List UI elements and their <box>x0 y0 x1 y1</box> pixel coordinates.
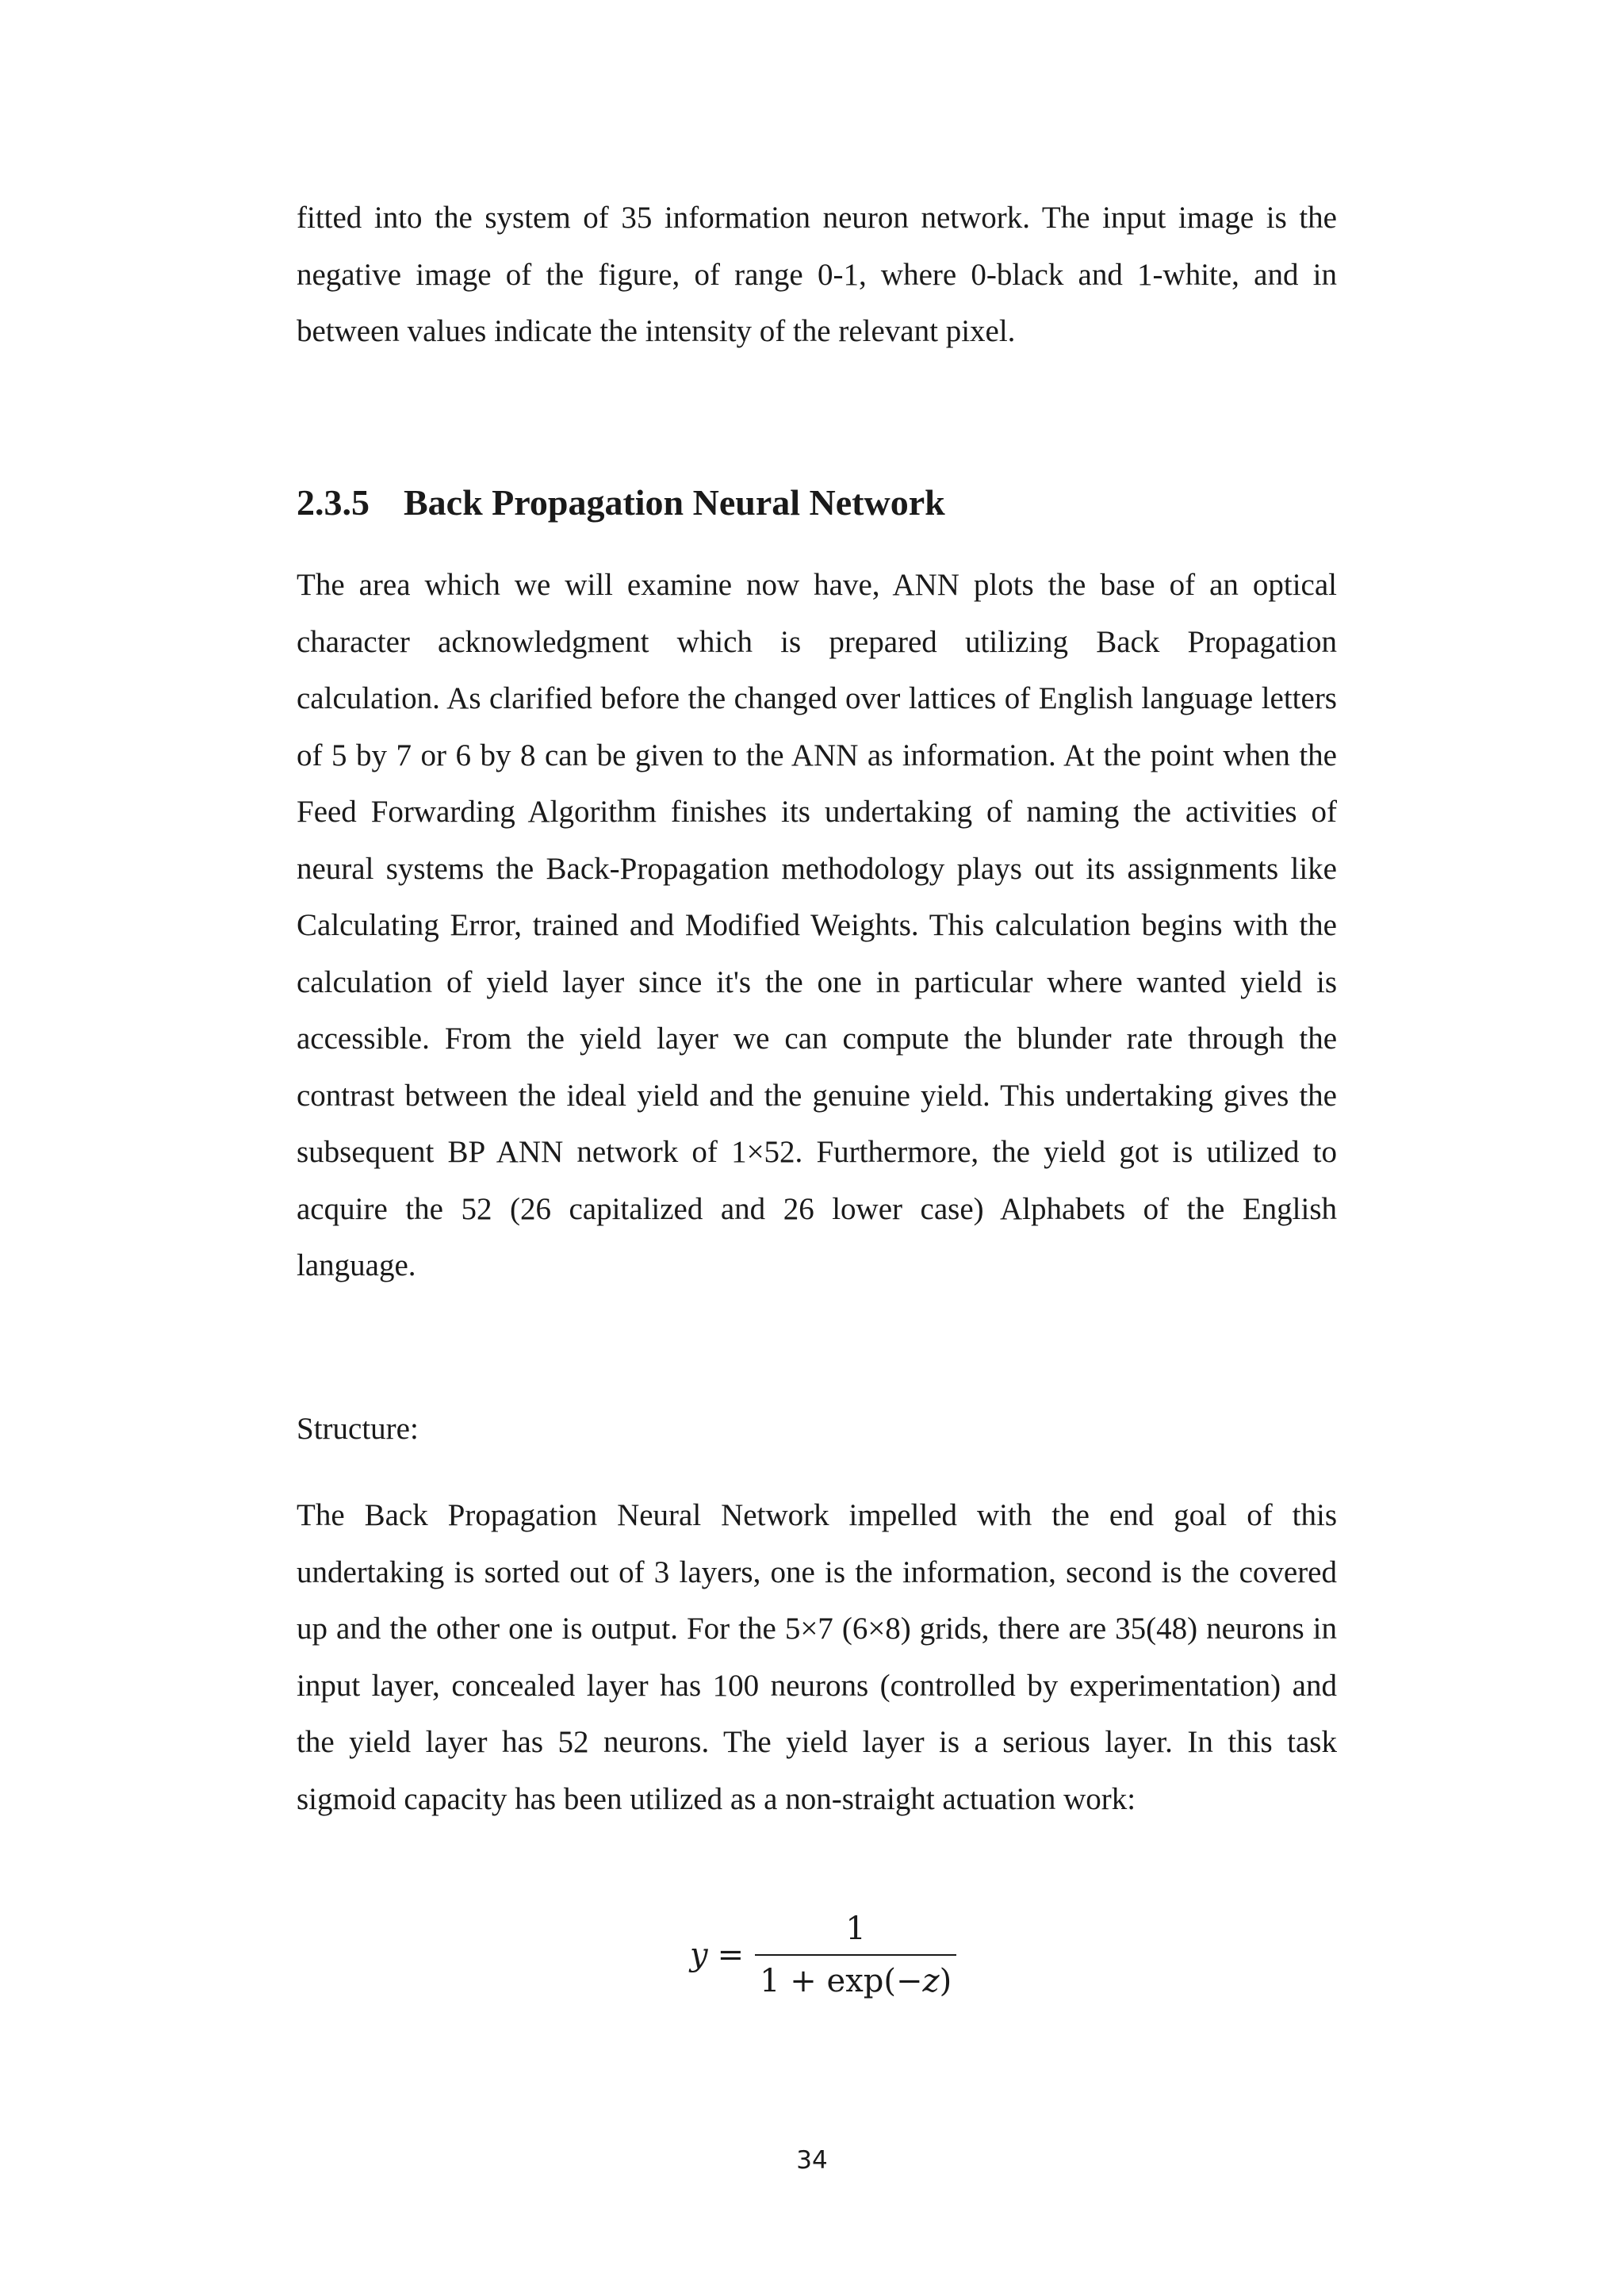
denominator-minus: − <box>895 1963 923 1999</box>
denominator-open-paren: ( <box>883 1963 896 1999</box>
structure-label: Structure: <box>297 1412 419 1446</box>
section-title: Back Propagation Neural Network <box>404 482 945 523</box>
section-heading <box>297 479 945 527</box>
denominator-variable: z <box>922 1963 940 1999</box>
section-number: 2.3.5 <box>297 482 370 523</box>
equation-fraction <box>755 1908 956 2002</box>
paragraph-intro: fitted into the system of 35 information neuron network. The input image is the negative image of the figure, of range 0-1, where 0-black and 1-white, and in between values indicate the intensity of the relevant pixel. <box>297 201 1337 348</box>
denominator-prefix: 1 + exp <box>760 1963 884 1999</box>
paragraph-bpnn: The area which we will examine now have, ANN plots the base of an optical character acknowledgment which is prepared utilizing Back Propagation calculation. As clarified before the changed over lattices of English language letters of 5 by 7 or 6 by 8 can be given to the ANN as information. At the point when the Feed Forwarding Algorithm finishes its undertaking of naming the activities of neural systems the Back-Propagation methodology plays out its assignments like Calculating Error, trained and Modified Weights. This calculation begins with the calculation of yield layer since it's the one in particular where wanted yield is accessible. From the yield layer we can compute the blunder rate through the contrast between the ideal yield and the genuine yield. This undertaking gives the subsequent BP ANN network of 1×52. Furthermore, the yield got is utilized to acquire the 52 (26 capitalized and 26 lower case) Alphabets of the English language. <box>297 568 1337 1282</box>
page-number: 34 <box>796 2146 828 2175</box>
equation-numerator: 1 <box>845 1911 866 1947</box>
equation-lhs: y <box>690 1937 708 1973</box>
paragraph-structure: The Back Propagation Neural Network impelled with the end goal of this undertaking is sorted out of 3 layers, one is the information, second is the covered up and the other one is output. For the 5×7 (6×8) grids, there are 35(48) neurons in input layer, concealed layer has 100 neurons (controlled by experimentation) and the yield layer has 52 neurons. The yield layer is a serious layer. In this task sigmoid capacity has been utilized as a non-straight actuation work: <box>297 1498 1337 1816</box>
denominator-close-paren: ) <box>939 1963 952 1999</box>
equation-denominator <box>755 1954 956 2002</box>
sigmoid-equation <box>690 1903 956 2007</box>
equation-equals: = <box>717 1937 745 1973</box>
